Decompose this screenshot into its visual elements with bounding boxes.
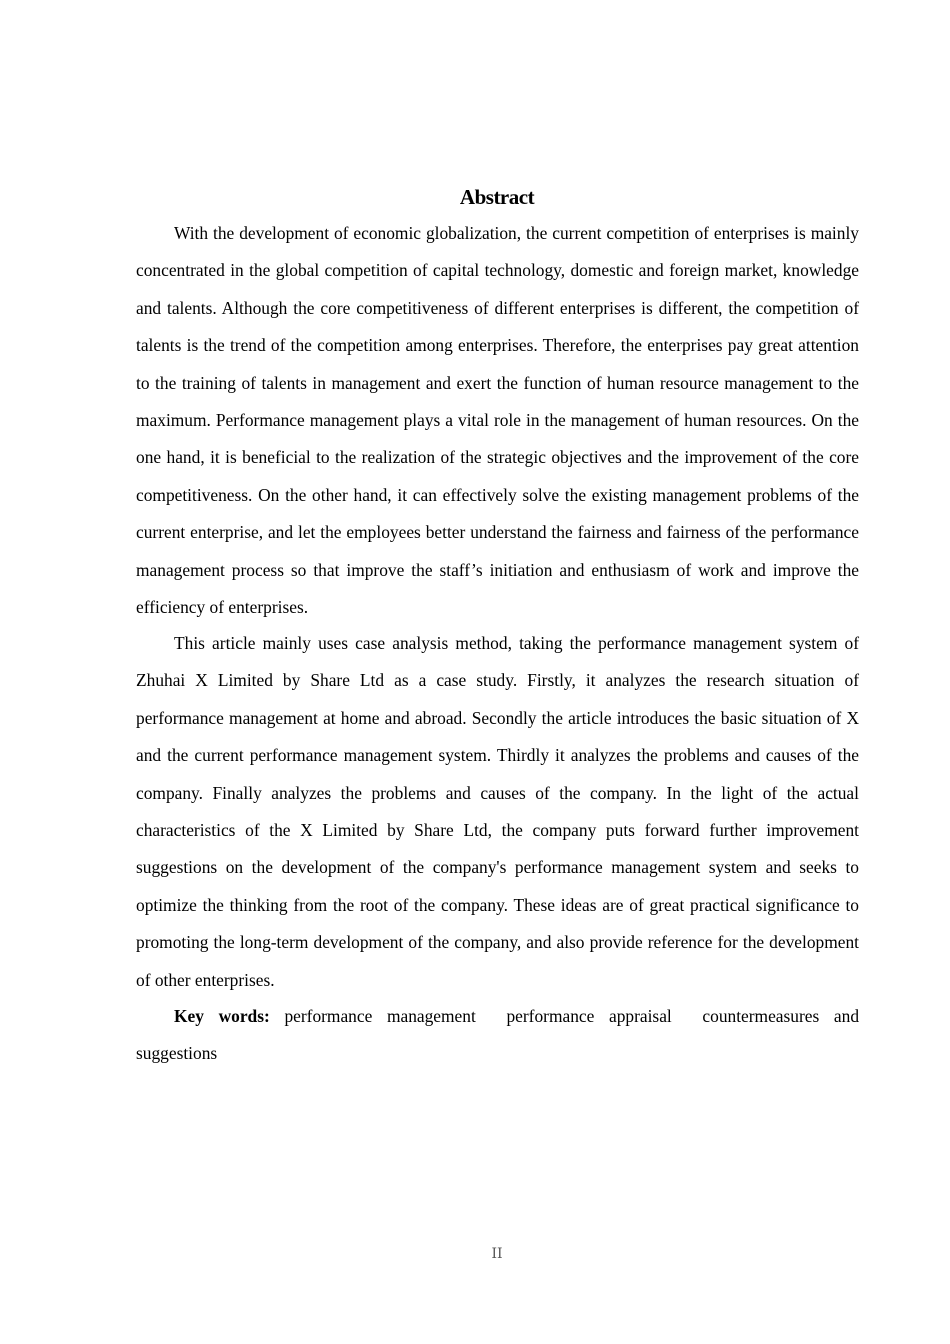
keyword-item: countermeasures and suggestions xyxy=(136,1005,860,1063)
abstract-body xyxy=(136,215,859,1072)
abstract-paragraph: This article mainly uses case analysis method, taking the performance management system of Zhuhai X Limited by Share Ltd as a case study. Firstly, it analyzes the research situation of performance management at home and abroad. Secondly the article introduces the basic situation of X and the current performance management system. Thirdly it analyzes the problems and causes of the company. Finally analyzes the problems and causes of the company. In the light of the actual characteristics of the X Limited by Share Ltd, the company puts forward further improvement suggestions on the development of the company's performance management system and seeks to optimize the thinking from the root of the company. These ideas are of great practical significance to promoting the long-term development of the company, and also provide reference for the development of other enterprises. xyxy=(136,632,859,990)
abstract-title: Abstract xyxy=(459,185,535,209)
keyword-item: performance management xyxy=(284,1005,476,1026)
keywords-label: Key words: xyxy=(174,1005,270,1026)
keyword-item: performance appraisal xyxy=(506,1005,672,1026)
abstract-paragraph: With the development of economic globalization, the current competition of enterprises is mainly concentrated in the global competition of capital technology, domestic and foreign market, knowledge and talents. Although the core competitiveness of different enterprises is different, the competition of talents is the trend of the competition among enterprises. Therefore, the enterprises pay great attention to the training of talents in management and exert the function of human resource management to the maximum. Performance management plays a vital role in the management of human resources. On the one hand, it is beneficial to the realization of the strategic objectives and the improvement of the core competitiveness. On the other hand, it can effectively solve the existing management problems of the current enterprise, and let the employees better understand the fairness and fairness of the performance management process so that improve the staff’s initiation and enthusiasm of work and improve the efficiency of enterprises. xyxy=(136,223,859,618)
keywords-line xyxy=(136,998,859,1073)
page-number: II xyxy=(491,1246,503,1262)
